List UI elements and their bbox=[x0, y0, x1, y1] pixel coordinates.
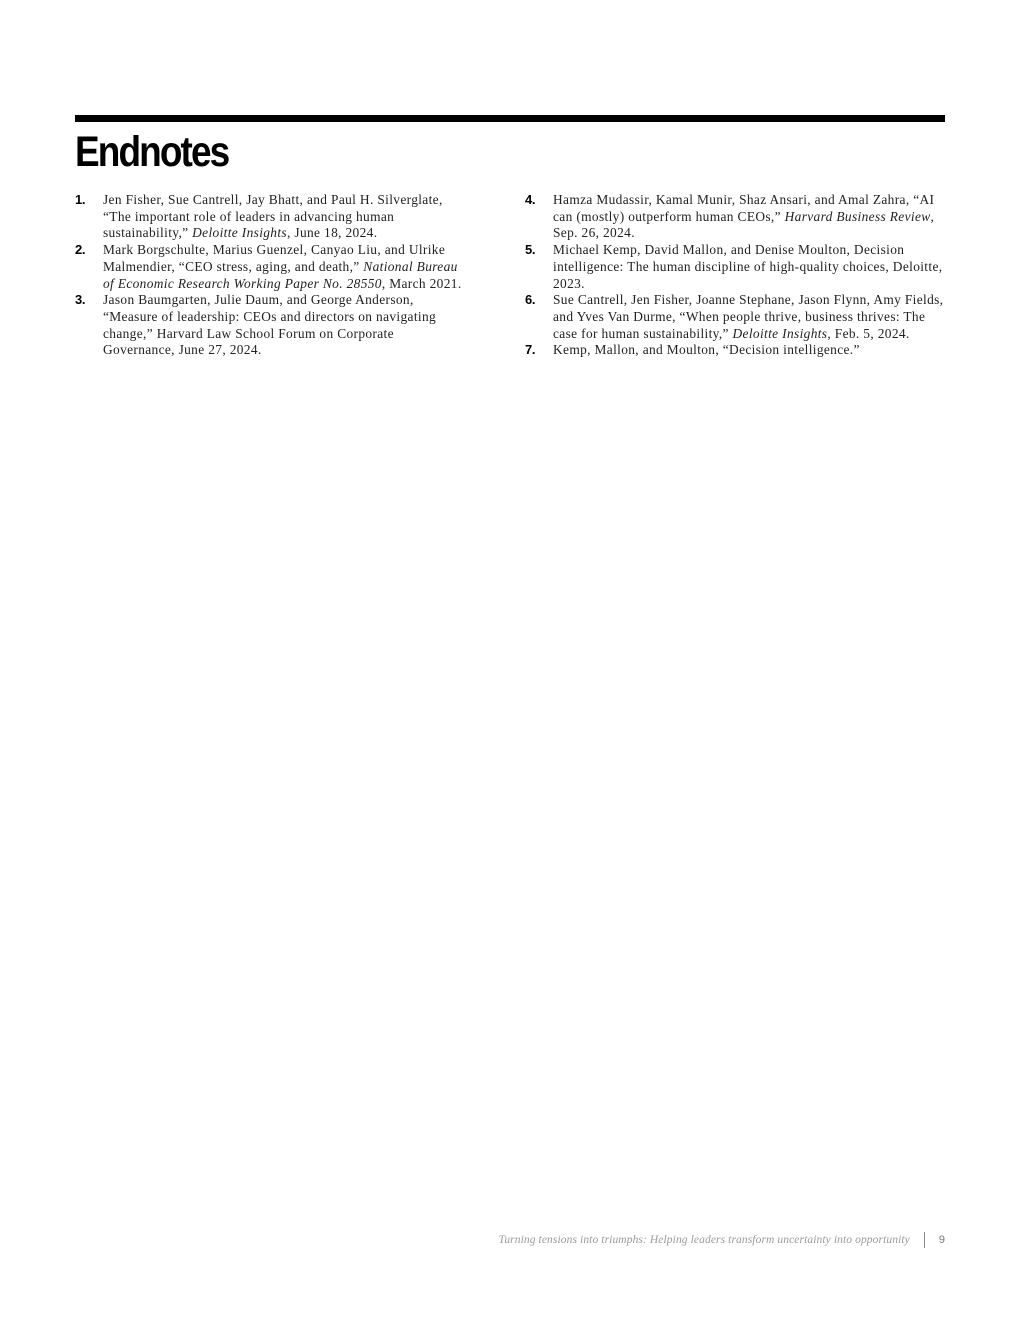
endnote-item bbox=[75, 292, 467, 359]
endnote-text bbox=[553, 242, 945, 292]
endnote-item bbox=[75, 192, 467, 242]
endnote-item bbox=[525, 192, 945, 242]
endnote-segment: , Sep. 26, 2024. bbox=[553, 208, 935, 241]
endnote-number: 4. bbox=[525, 192, 536, 207]
endnote-text bbox=[553, 292, 945, 342]
endnote-publication: Deloitte Insights bbox=[732, 325, 828, 341]
endnote-number: 3. bbox=[75, 292, 86, 308]
header-rule bbox=[75, 115, 945, 122]
endnote-number: 2. bbox=[75, 242, 86, 258]
endnote-number: 6. bbox=[525, 292, 536, 308]
endnote-segment: Jason Baumgarten, Julie Daum, and George Anderson, “Measure of leadership: CEOs and directors on navigating change,” Harvard Law School Forum on Corporate Governance, June 27, 2024. bbox=[103, 292, 437, 358]
endnote-item bbox=[525, 342, 945, 359]
page-number: 9 bbox=[938, 1234, 945, 1246]
endnote-text bbox=[103, 242, 467, 292]
endnote-text bbox=[103, 192, 467, 242]
page-footer bbox=[498, 1232, 945, 1248]
footer-document-title: Turning tensions into triumphs: Helping leaders transform uncertainty into opportunity bbox=[498, 1234, 910, 1246]
endnote-segment: , June 18, 2024. bbox=[286, 225, 378, 241]
endnotes-column-right bbox=[525, 192, 945, 359]
endnote-publication: Harvard Business Review bbox=[784, 208, 931, 224]
endnote-item bbox=[525, 292, 945, 342]
endnote-segment: Mark Borgschulte, Marius Guenzel, Canyao Liu, and Ulrike Malmendier, “CEO stress, aging, and death,” bbox=[103, 242, 446, 274]
endnote-publication: National Bureau of Economic Research Working Paper No. 28550 bbox=[103, 258, 458, 291]
endnote-segment: , Feb. 5, 2024. bbox=[827, 325, 910, 341]
endnote-item bbox=[75, 242, 467, 292]
footer-divider bbox=[924, 1232, 925, 1248]
endnote-text bbox=[103, 292, 467, 359]
endnote-segment: , March 2021. bbox=[381, 275, 462, 291]
endnote-segment: Jen Fisher, Sue Cantrell, Jay Bhatt, and Paul H. Silverglate, “The important role of leaders in advancing human sustainability,” bbox=[103, 192, 443, 241]
endnote-segment: Sue Cantrell, Jen Fisher, Joanne Stephane, Jason Flynn, Amy Fields, and Yves Van Durme, “When people thrive, business thrives: The case for human sustainability,” bbox=[553, 292, 944, 341]
endnote-number: 7. bbox=[525, 342, 536, 358]
endnote-number: 1. bbox=[75, 192, 86, 207]
endnote-text bbox=[553, 192, 945, 242]
page-title: Endnotes bbox=[75, 128, 229, 176]
endnote-publication: Deloitte Insights bbox=[192, 225, 287, 241]
endnote-number: 5. bbox=[525, 242, 536, 258]
endnote-item bbox=[525, 242, 945, 292]
endnote-text bbox=[553, 342, 945, 359]
endnotes-column-left bbox=[75, 192, 467, 359]
endnote-segment: Michael Kemp, David Mallon, and Denise Moulton, Decision intelligence: The human discipline of high-quality choices, Deloitte, 2023. bbox=[553, 242, 943, 291]
endnote-segment: Kemp, Mallon, and Moulton, “Decision intelligence.” bbox=[553, 342, 860, 358]
endnote-segment: Hamza Mudassir, Kamal Munir, Shaz Ansari, and Amal Zahra, “AI can (mostly) outperform human CEOs,” bbox=[553, 192, 935, 224]
